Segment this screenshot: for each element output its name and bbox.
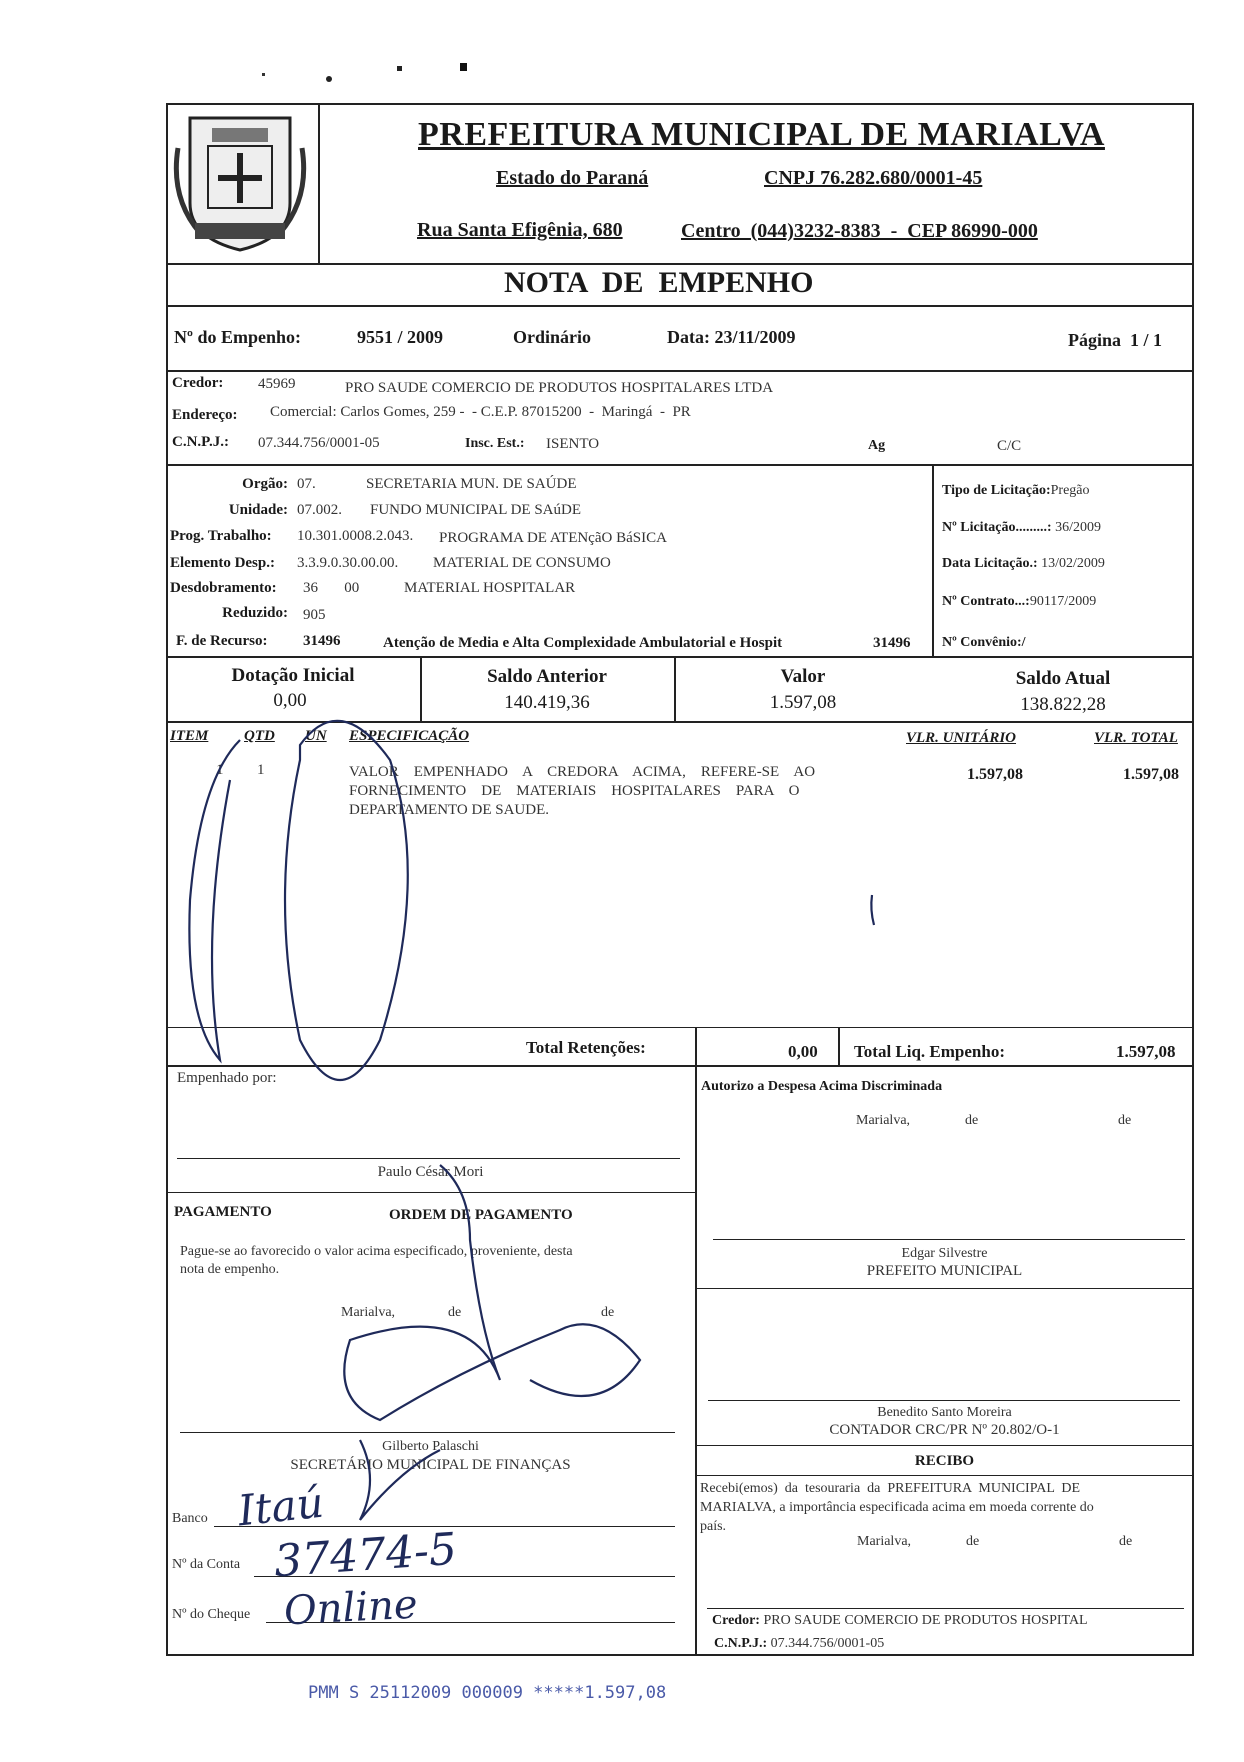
prog-label: Prog. Trabalho: bbox=[170, 528, 272, 544]
empenho-type: Ordinário bbox=[513, 327, 592, 347]
unidade-value: FUNDO MUNICIPAL DE SAúDE bbox=[370, 502, 581, 518]
recibo-cnpj bbox=[714, 1636, 884, 1652]
divider bbox=[695, 1445, 1194, 1446]
licitacao-date-value: 13/02/2009 bbox=[1041, 556, 1105, 571]
elemento-code: 3.3.9.0.30.00.00. bbox=[297, 555, 399, 571]
signature-line bbox=[713, 1239, 1185, 1240]
valor-value: 1.597,08 bbox=[769, 692, 837, 713]
recibo-de-1: de bbox=[966, 1534, 980, 1549]
column-un: UN bbox=[305, 728, 327, 744]
cheque-label: Nº do Cheque bbox=[172, 1607, 251, 1622]
insc-label: Insc. Est.: bbox=[465, 436, 525, 451]
convenio-label: Nº Convênio:/ bbox=[942, 635, 1026, 650]
ordem-pagamento-label: ORDEM DE PAGAMENTO bbox=[389, 1207, 573, 1223]
payment-stamp: PMM S 25112009 000009 *****1.597,08 bbox=[308, 1683, 667, 1703]
divider bbox=[166, 370, 1194, 372]
column-qtd: QTD bbox=[244, 728, 275, 744]
divider bbox=[166, 1065, 1194, 1067]
recibo-city: Marialva, bbox=[857, 1534, 912, 1549]
contrato-value: 90117/2009 bbox=[1029, 594, 1097, 609]
elemento-label: Elemento Desp.: bbox=[170, 555, 275, 571]
recurso-label: F. de Recurso: bbox=[176, 633, 268, 649]
recibo-credor-value: PRO SAUDE COMERCIO DE PRODUTOS HOSPITAL bbox=[763, 1613, 1088, 1628]
desdobramento-code: 36 00 bbox=[303, 580, 360, 596]
handwritten-cheque: Online bbox=[282, 1581, 419, 1635]
header-cnpj: CNPJ 76.282.680/0001-45 bbox=[764, 167, 983, 189]
divider bbox=[166, 1192, 695, 1193]
saldo-atual-value: 138.822,28 bbox=[1020, 694, 1106, 715]
desdobramento-value: MATERIAL HOSPITALAR bbox=[404, 580, 576, 596]
contrato bbox=[942, 594, 1096, 610]
empenhado-name: Paulo César Mori bbox=[377, 1164, 484, 1180]
column-item: ITEM bbox=[170, 728, 209, 744]
column-unit-value: VLR. UNITÁRIO bbox=[906, 730, 1017, 746]
autorizo-de-1: de bbox=[965, 1113, 979, 1128]
empenho-number: 9551 / 2009 bbox=[357, 327, 444, 347]
recibo-cnpj-label: C.N.P.J.: bbox=[714, 1636, 768, 1651]
total-liquido-value: 1.597,08 bbox=[1116, 1042, 1176, 1061]
row-item: 1 bbox=[216, 762, 224, 778]
cnpj-value: 07.344.756/0001-05 bbox=[258, 435, 380, 451]
recurso-code-2: 31496 bbox=[873, 635, 911, 651]
divider bbox=[838, 1027, 840, 1065]
agencia-label: Ag bbox=[868, 438, 886, 453]
recibo-title: RECIBO bbox=[914, 1453, 975, 1469]
licitacao-number-label: Nº Licitação.........: bbox=[942, 520, 1052, 535]
licitacao-date-label: Data Licitação.: bbox=[942, 556, 1038, 571]
row-description-line2: FORNECIMENTO DE MATERIAIS HOSPITALARES PARA O bbox=[349, 783, 800, 799]
divider bbox=[166, 305, 1194, 307]
column-total-value: VLR. TOTAL bbox=[1094, 730, 1178, 746]
page-number: Página 1 / 1 bbox=[1068, 330, 1163, 350]
orgao-code: 07. bbox=[297, 476, 316, 492]
signature-line bbox=[180, 1432, 675, 1433]
autorizo-de-2: de bbox=[1118, 1113, 1132, 1128]
recibo-de-2: de bbox=[1119, 1534, 1133, 1549]
licitacao-type-value: Pregão bbox=[1050, 483, 1090, 498]
divider bbox=[166, 721, 1194, 723]
row-unit-value: 1.597,08 bbox=[967, 766, 1023, 783]
pagamento-text-line2: nota de empenho. bbox=[180, 1262, 280, 1277]
prefeito-title: PREFEITO MUNICIPAL bbox=[866, 1263, 1023, 1279]
contador-title: CONTADOR CRC/PR Nº 20.802/O-1 bbox=[829, 1422, 1060, 1438]
dotacao-value: 0,00 bbox=[273, 690, 307, 711]
column-especificacao: ESPECIFICAÇÃO bbox=[349, 728, 470, 744]
credor-code: 45969 bbox=[258, 376, 296, 392]
autorizo-label: Autorizo a Despesa Acima Discriminada bbox=[701, 1079, 943, 1094]
prog-code: 10.301.0008.2.043. bbox=[297, 528, 414, 544]
elemento-value: MATERIAL DE CONSUMO bbox=[433, 555, 611, 571]
contador-name: Benedito Santo Moreira bbox=[877, 1405, 1012, 1420]
recibo-line3: país. bbox=[700, 1519, 727, 1534]
scan-speck bbox=[460, 63, 467, 71]
orgao-value: SECRETARIA MUN. DE SAÚDE bbox=[366, 476, 577, 492]
divider bbox=[695, 1288, 1194, 1289]
divider bbox=[166, 1027, 1194, 1028]
empenhado-label: Empenhado por: bbox=[177, 1070, 277, 1086]
row-description-line3: DEPARTAMENTO DE SAUDE. bbox=[349, 802, 549, 818]
credor-name: PRO SAUDE COMERCIO DE PRODUTOS HOSPITALARES LTDA bbox=[345, 380, 774, 396]
licitacao-number bbox=[942, 520, 1101, 536]
divider bbox=[695, 1065, 697, 1656]
recibo-line2: MARIALVA, a importância especificada acima em moeda corrente do bbox=[700, 1500, 1094, 1515]
saldo-atual-label: Saldo Atual bbox=[1015, 668, 1111, 689]
page-title: PREFEITURA MUNICIPAL DE MARIALVA bbox=[418, 116, 1105, 153]
recurso-value: Atenção de Media e Alta Complexidade Ambulatorial e Hospit bbox=[383, 635, 783, 651]
pagamento-de-1: de bbox=[448, 1305, 462, 1320]
header-street: Rua Santa Efigênia, 680 bbox=[417, 219, 623, 241]
contrato-label: Nº Contrato...: bbox=[942, 594, 1030, 609]
prefeito-name: Edgar Silvestre bbox=[901, 1246, 988, 1261]
licitacao-date bbox=[942, 556, 1105, 572]
handwritten-conta: 37474-5 bbox=[272, 1523, 459, 1588]
autorizo-city: Marialva, bbox=[856, 1113, 911, 1128]
divider bbox=[695, 1027, 697, 1065]
pagamento-city: Marialva, bbox=[341, 1305, 396, 1320]
row-qtd: 1 bbox=[257, 762, 265, 778]
endereco-label: Endereço: bbox=[172, 407, 238, 423]
signature-line bbox=[177, 1158, 680, 1159]
header-divider bbox=[318, 103, 320, 263]
recurso-code: 31496 bbox=[303, 633, 341, 649]
recibo-cnpj-value: 07.344.756/0001-05 bbox=[770, 1636, 885, 1651]
reduzido-value: 905 bbox=[303, 607, 326, 623]
recibo-credor-label: Credor: bbox=[712, 1613, 760, 1628]
signature-line bbox=[708, 1400, 1180, 1401]
header-contact: Centro (044)3232-8383 - CEP 86990-000 bbox=[681, 220, 1038, 242]
retencoes-label: Total Retenções: bbox=[526, 1038, 646, 1057]
total-liquido-label: Total Liq. Empenho: bbox=[854, 1042, 1005, 1061]
scan-speck bbox=[397, 66, 402, 71]
divider bbox=[695, 1475, 1194, 1476]
recibo-credor bbox=[712, 1613, 1088, 1629]
insc-value: ISENTO bbox=[546, 436, 600, 452]
row-total-value: 1.597,08 bbox=[1123, 766, 1179, 783]
secretario-name: Gilberto Palaschi bbox=[382, 1439, 479, 1454]
unidade-label: Unidade: bbox=[228, 502, 288, 518]
divider bbox=[932, 464, 934, 656]
pagamento-text-line1: Pague-se ao favorecido o valor acima especificado, proveniente, desta bbox=[180, 1244, 573, 1259]
licitacao-number-value: 36/2009 bbox=[1055, 520, 1101, 535]
valor-label: Valor bbox=[780, 666, 826, 687]
scan-speck bbox=[262, 73, 265, 76]
saldo-anterior-label: Saldo Anterior bbox=[487, 666, 607, 687]
pagamento-de-2: de bbox=[601, 1305, 615, 1320]
secretario-title: SECRETÁRIO MUNICIPAL DE FINANÇAS bbox=[290, 1457, 571, 1473]
dotacao-label: Dotação Inicial bbox=[231, 665, 355, 686]
handwritten-banco: Itaú bbox=[235, 1477, 326, 1536]
orgao-label: Orgão: bbox=[242, 476, 288, 492]
header-state: Estado do Paraná bbox=[496, 167, 649, 189]
saldo-anterior-value: 140.419,36 bbox=[504, 692, 590, 713]
unidade-code: 07.002. bbox=[297, 502, 342, 518]
credor-label: Credor: bbox=[172, 375, 224, 391]
banco-label: Banco bbox=[172, 1511, 208, 1526]
conta-label: Nº da Conta bbox=[172, 1557, 241, 1572]
endereco-value: Comercial: Carlos Gomes, 259 - - C.E.P. 87015200 - Maringá - PR bbox=[270, 404, 691, 420]
row-description-line1: VALOR EMPENHADO A CREDORA ACIMA, REFERE-SE AO bbox=[349, 764, 816, 780]
scan-speck bbox=[326, 76, 332, 82]
prog-value: PROGRAMA DE ATENçãO BáSICA bbox=[439, 530, 667, 546]
desdobramento-label: Desdobramento: bbox=[170, 580, 277, 596]
licitacao-type-label bbox=[942, 483, 1090, 499]
empenho-date: Data: 23/11/2009 bbox=[667, 327, 796, 347]
reduzido-label: Reduzido: bbox=[222, 605, 288, 621]
empenho-number-label: Nº do Empenho: bbox=[174, 327, 301, 347]
licitacao-type-label-text: Tipo de Licitação: bbox=[942, 483, 1051, 498]
divider bbox=[166, 464, 1194, 466]
coat-of-arms-icon bbox=[170, 108, 310, 258]
divider bbox=[166, 263, 1194, 265]
retencoes-value: 0,00 bbox=[788, 1042, 818, 1061]
recibo-line1: Recebi(emos) da tesouraria da PREFEITURA MUNICIPAL DE bbox=[700, 1481, 1081, 1496]
signature-line bbox=[707, 1608, 1184, 1609]
conta-corrente-label: C/C bbox=[997, 438, 1022, 454]
divider bbox=[166, 656, 1194, 658]
doc-title: NOTA DE EMPENHO bbox=[504, 266, 814, 299]
pagamento-label: PAGAMENTO bbox=[174, 1204, 272, 1220]
cnpj-label: C.N.P.J.: bbox=[172, 434, 229, 450]
